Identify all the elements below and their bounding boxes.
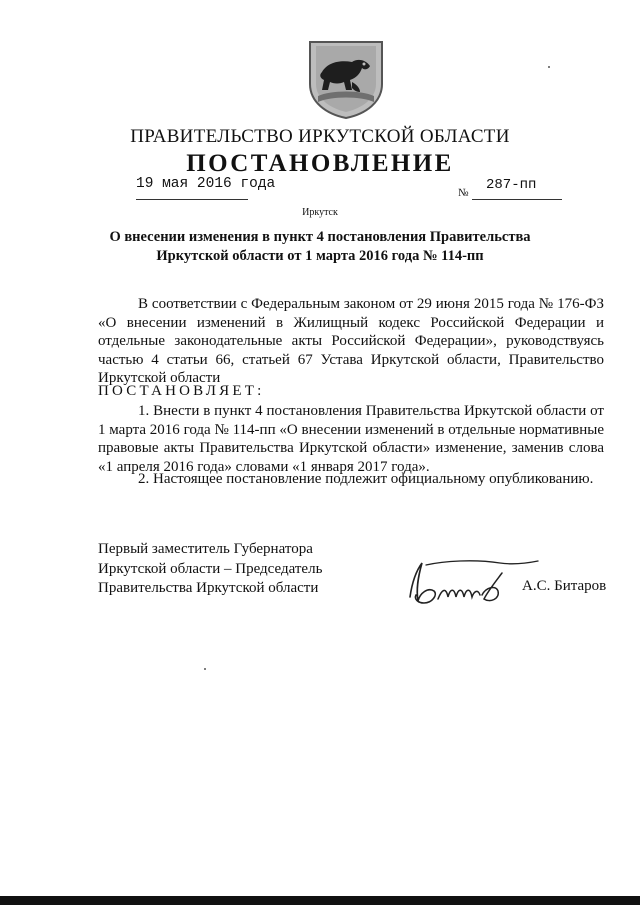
scan-edge-bar bbox=[0, 896, 640, 905]
resolves-heading: ПОСТАНОВЛЯЕТ: bbox=[98, 383, 265, 399]
signer-name: А.С. Битаров bbox=[522, 578, 607, 594]
signatory-position bbox=[98, 540, 322, 599]
preamble-paragraph: В соответствии с Федеральным законом от 29 июня 2015 года № 176-ФЗ «О внесении изменений в Жилищный кодекс Российской Федерации и отдельные законодательные акты Российской Федерации», руководствуясь частью 4 статьи 66, статьей 67 Устава Иркутской области, Правительство Иркутской области bbox=[98, 296, 604, 387]
number-sign: № bbox=[458, 187, 469, 199]
subject-line-1: О внесении изменения в пункт 4 постановления Правительства bbox=[109, 229, 531, 245]
city-name: Иркутск bbox=[302, 207, 338, 218]
number-underline bbox=[472, 199, 562, 200]
subject-line-2: Иркутской области от 1 марта 2016 года № 114-пп bbox=[156, 248, 484, 264]
scan-speck bbox=[548, 66, 550, 68]
government-name: ПРАВИТЕЛЬСТВО ИРКУТСКОЙ ОБЛАСТИ bbox=[130, 126, 510, 147]
document-subject bbox=[0, 228, 640, 266]
irkutsk-coat-of-arms-icon bbox=[306, 38, 386, 120]
document-date: 19 мая 2016 года bbox=[136, 176, 276, 192]
item-2-paragraph: 2. Настоящее постановление подлежит официальному опубликованию. bbox=[138, 471, 594, 487]
position-line-1: Первый заместитель Губернатора bbox=[98, 541, 313, 557]
item-1-paragraph: 1. Внести в пункт 4 постановления Правительства Иркутской области от 1 марта 2016 года № 114-пп «О внесении изменений в отдельные нормативные правовые акты Правительства Иркутской области» изменение, заменив слова «1 апреля 2016 года» словами «1 января 2017 года». bbox=[98, 403, 604, 475]
document-type: ПОСТАНОВЛЕНИЕ bbox=[186, 150, 454, 177]
date-underline bbox=[136, 199, 248, 200]
position-line-3: Правительства Иркутской области bbox=[98, 580, 319, 596]
document-number: 287-пп bbox=[486, 177, 537, 193]
scan-speck bbox=[204, 668, 206, 670]
position-line-2: Иркутской области – Председатель bbox=[98, 560, 323, 577]
